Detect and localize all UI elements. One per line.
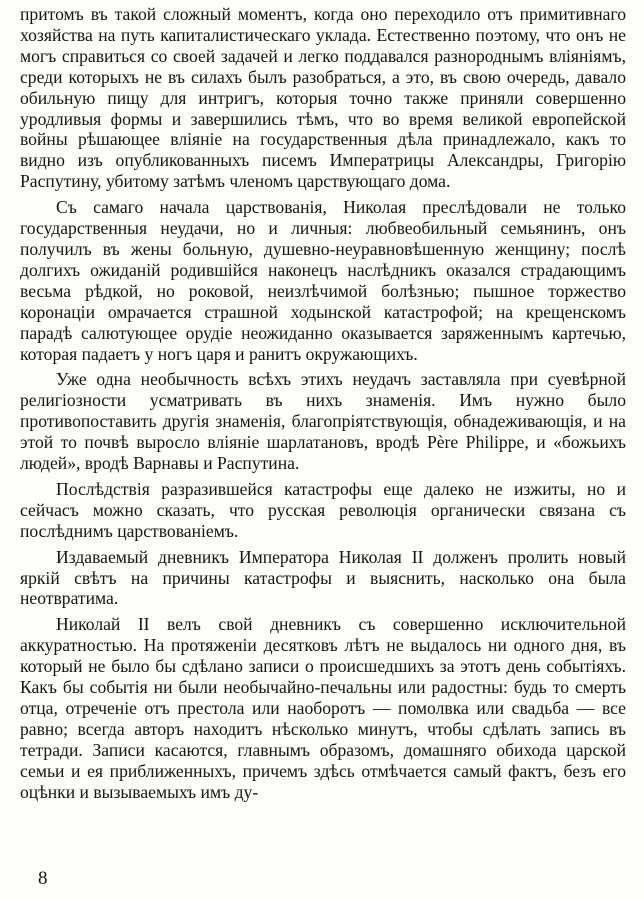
paragraph-5: Издаваемый дневникъ Императора Николая II долженъ пролить новый яркій свѣтъ на причины катастрофы и выяснить, насколько она была неотвратима. <box>20 546 626 609</box>
paragraph-4: Послѣдствія разразившейся катастрофы еще далеко не изжиты, но и сейчасъ можно сказать, что русская революція органически связана съ послѣднимъ царствованіемъ. <box>20 478 626 541</box>
paragraph-2: Съ самаго начала царствованія, Николая преслѣдовали не только государственныя неудачи, но и личныя: любвеобильный семьянинъ, онъ получилъ въ жены больную, душевно-неуравновѣшенную женщину; послѣ долгихъ ожиданій родившійся наконецъ наслѣдникъ оказался страдающимъ весьма рѣдкой, но роковой, неизлѣчимой болѣзнью; пышное торжество коронаціи омрачается страшной ходынской катастрофой; на крещенскомъ парадѣ салютующее орудіе неожиданно оказывается заряженнымъ картечью, которая падаетъ у ногъ царя и ранитъ окружающихъ. <box>20 197 626 364</box>
body-text <box>20 4 626 808</box>
paragraph-1: притомъ въ такой сложный моментъ, когда оно переходило отъ примитивнаго хозяйства на путь капиталистическаго уклада. Естественно поэтому, что онъ не могъ справиться со своей задачей и легко поддавался разнороднымъ вліяніямъ, среди которыхъ не въ силахъ былъ разобраться, а это, въ свою очередь, давало обильную пищу для интригъ, которыя точно также приняли совершенно уродливыя формы и завершились тѣмъ, что во время великой европейской войны рѣшающее вліяніе на государственныя дѣла принадлежало, какъ то видно изъ опубликованныхъ писемъ Императрицы Александры, Григорію Распутину, убитому затѣмъ членомъ царствующаго дома. <box>20 4 626 192</box>
page-number: 8 <box>38 868 48 889</box>
paragraph-6: Николай II велъ свой дневникъ съ совершенно исключительной аккуратностью. На протяженіи десятковъ лѣтъ не выдалось ни одного дня, въ который не было бы сдѣлано записи о происшедшихъ за этотъ день событіяхъ. Какъ бы событія ни были необычайно-печальны или радостны: будь то смерть отца, отреченіе отъ престола или наоборотъ — помолвка или свадьба — все равно; всегда авторъ находитъ нѣсколько минутъ, чтобы сдѣлать запись въ тетради. Записи касаются, главнымъ образомъ, домашняго обихода царской семьи и ея приближенныхъ, причемъ здѣсь отмѣчается самый фактъ, безъ его оцѣнки и вызываемыхъ имъ ду- <box>20 614 626 802</box>
paragraph-3: Уже одна необычность всѣхъ этихъ неудачъ заставляла при суевѣрной религіозности усматривать въ нихъ знаменія. Имъ нужно было противопоставить другія знаменія, благопріятствующія, обнадеживающія, и на этой то почвѣ выросло вліяніе шарлатановъ, вродѣ Père Philippe, и «божьихъ людей», вродѣ Варнавы и Распутина. <box>20 369 626 474</box>
